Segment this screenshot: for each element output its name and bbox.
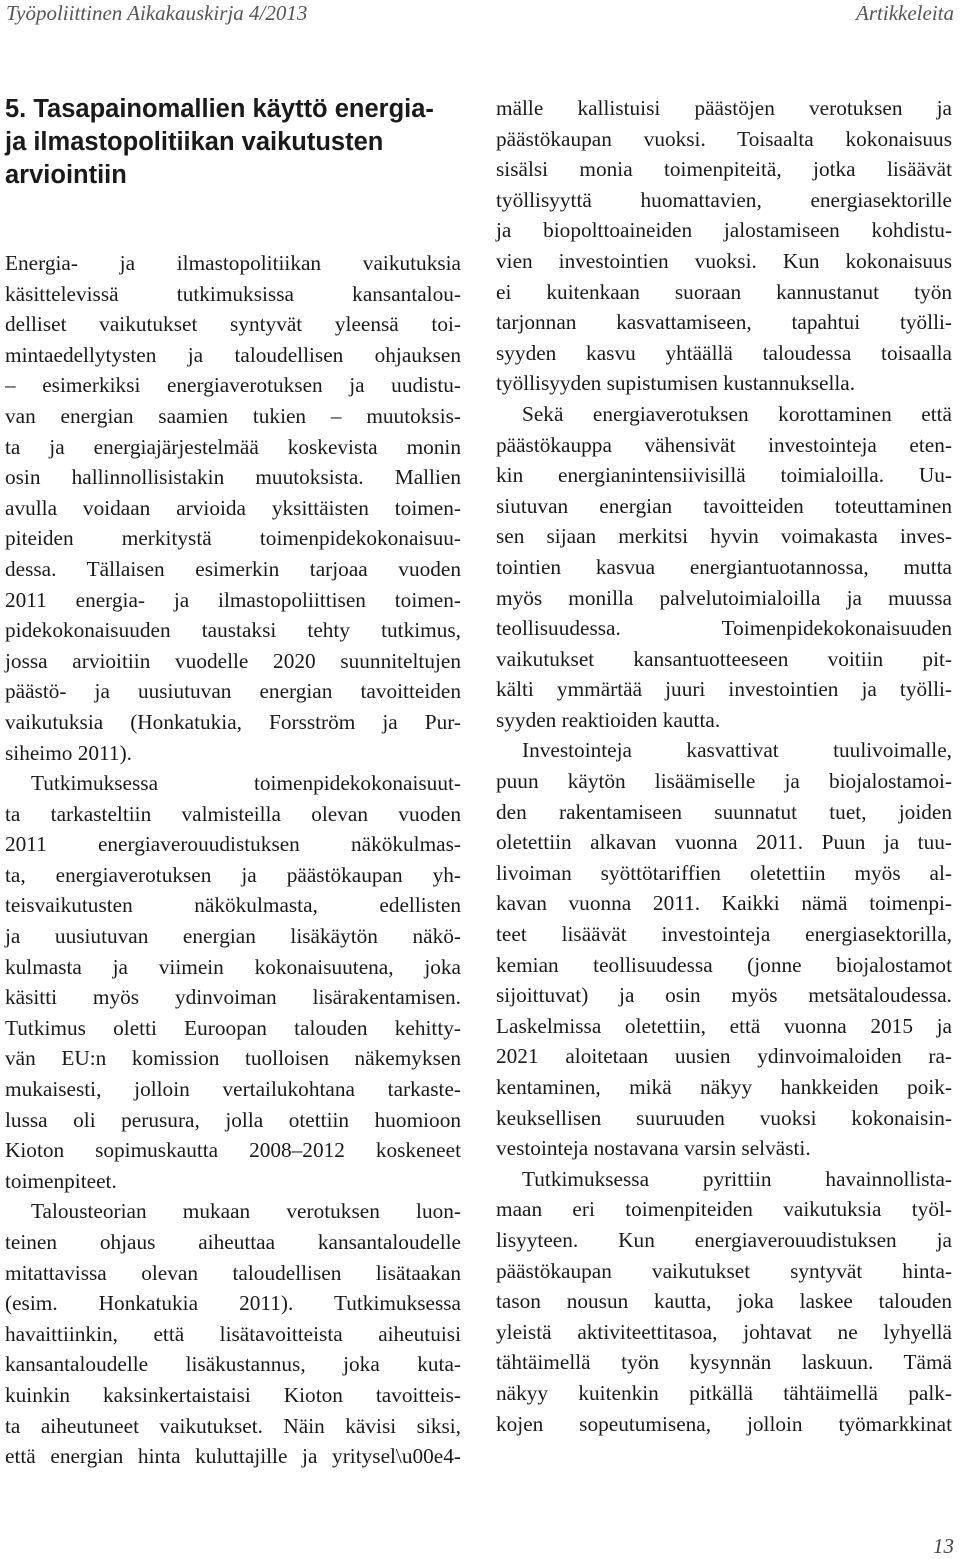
right-paragraph-2: Sekä energiaverotuksen korottaminen että päästökauppa vähensivät investointeja eten- kin energianintensiivisillä toimialoilla. Uu- siutuvan energian tavoitteiden toteuttaminen sen sijaan merkitsi hyvin voimakasta inves- tointien kasvua energiantuotannossa, mutta myös monilla palvelutoimialoilla ja muussa teollisuudessa. Toimenpidekokonaisuuden vaikutukset kansantuotteeseen voitiin pit- kälti ymmärtää juuri investointien ja työlli- syyden reaktioiden kautta.	[496, 401, 952, 732]
page-number: 13	[933, 1534, 954, 1558]
right-paragraph-3: Investointeja kasvattivat tuulivoimalle, puun käytön lisäämiselle ja biojalostamoi- den rakentamiseen suunnatut tuet, joiden oletettiin alkavan vuonna 2011. Puun ja tuu- livoiman syöttötariffien oletettiin myös al- kavan vuonna 2011. Kaikki nämä toimenpi- teet lisäävät investointeja energiasektorilla, kemian teollisuudessa (jonne biojalostamot sijoittuvat) ja osin myös metsätaloudessa. Laskelmissa oletettiin, että vuonna 2015 ja 2021 aloitetaan uusien ydinvoimaloiden ra- kentaminen, mikä näkyy hankkeiden poik- keuksellisen suuruuden vuoksi kokonaisin- vestointeja nostavana varsin selvästi.	[496, 738, 952, 1161]
right-column	[496, 93, 952, 1439]
left-paragraph-3: Talousteorian mukaan verotuksen luon- teinen ohjaus aiheuttaa kansantaloudelle mitattavissa olevan taloudellisen lisätaakan (esim. Honkatukia 2011). Tutkimuksessa havaittiinkin, että lisätavoitteista aiheutuisi kansantaloudelle lisäkustannus, joka kuta- kuinkin kaksinkertaistaisi Kioton tavoitteis- ta aiheutuneet vaikutukset. Näin kävisi siksi, että energian hinta kuluttajille ja yritysel\u00e4-	[5, 1199, 461, 1469]
running-head-journal: Työpoliittinen Aikakauskirja 4/2013	[6, 1, 308, 25]
left-paragraph-2: Tutkimuksessa toimenpidekokonaisuut- ta tarkasteltiin valmisteilla olevan vuoden 2011 energiaverouudistuksen näkökulmas- ta, energiaverotuksen ja päästökaupan yh- teisvaikutusten näkökulmasta, edellisten ja uusiutuvan energian lisäkäytön näkö- kulmasta ja viimein kokonaisuutena, joka käsitti myös ydinvoiman lisärakentamisen. Tutkimus oletti Euroopan talouden kehitty- vän EU:n komission tuolloisen näkemyksen mukaisesti, jolloin vertailukohtana tarkaste- lussa oli perusura, jolla otettiin huomioon Kioton sopimuskautta 2008–2012 koskeneet toimenpiteet.	[5, 771, 461, 1193]
left-paragraph-1: Energia- ja ilmastopolitiikan vaikutuksia käsittelevissä tutkimuksissa kansantalou- delliset vaikutukset syntyvät yleensä toi- mintaedellytysten ja taloudellisen ohjauksen – esimerkiksi energiaverotuksen ja uudistu- van energian saamien tukien – muutoksis- ta ja energiajärjestelmää koskevista monin osin hallinnollisistakin muutoksista. Mallien avulla voidaan arvioida yksittäisten toimen- piteiden merkitystä toimenpidekokonaisuu- dessa. Tällaisen esimerkin tarjoaa vuoden 2011 energia- ja ilmastopoliittisen toimen- pidekokonaisuuden taustaksi tehty tutkimus, jossa arvioitiin vuodelle 2020 suunniteltujen päästö- ja uusiutuvan energian tavoitteiden vaikutuksia (Honkatukia, Forsström ja Pur- siheimo 2011).	[5, 251, 461, 765]
right-paragraph-1: mälle kallistuisi päästöjen verotuksen ja päästökaupan vuoksi. Toisaalta kokonaisuus sisälsi monia toimenpiteitä, jotka lisäävät työllisyyttä huomattavien, energiasektorille ja biopolttoaineiden jalostamiseen kohdistu- vien investointien vuoksi. Kun kokonaisuus ei kuitenkaan suoraan kannustanut työn tarjonnan kasvattamiseen, tapahtui työlli- syyden kasvu yhtäällä taloudessa toisaalla työllisyyden supistumisen kustannuksella.	[496, 96, 952, 396]
running-head-section: Artikkeleita	[856, 1, 954, 25]
section-title: 5. Tasapainomallien käyttö energia- ja ilmastopolitiikan vaikutusten arviointiin	[5, 95, 434, 189]
right-paragraph-4: Tutkimuksessa pyrittiin havainnollista- maan eri toimenpiteiden vaikutuksia työl- lisyyteen. Kun energiaverouudistuksen ja päästökaupan vaikutukset syntyvät hinta- tason nousun kautta, joka laskee talouden yleistä aktiviteettitasoa, johtavat ne lyhyellä tähtäimellä työn kysynnän laskuun. Tämä näkyy kuitenkin pitkällä tähtäimellä palk- kojen sopeutumisena, jolloin työmarkkinat	[496, 1166, 952, 1436]
left-column	[5, 93, 461, 1472]
